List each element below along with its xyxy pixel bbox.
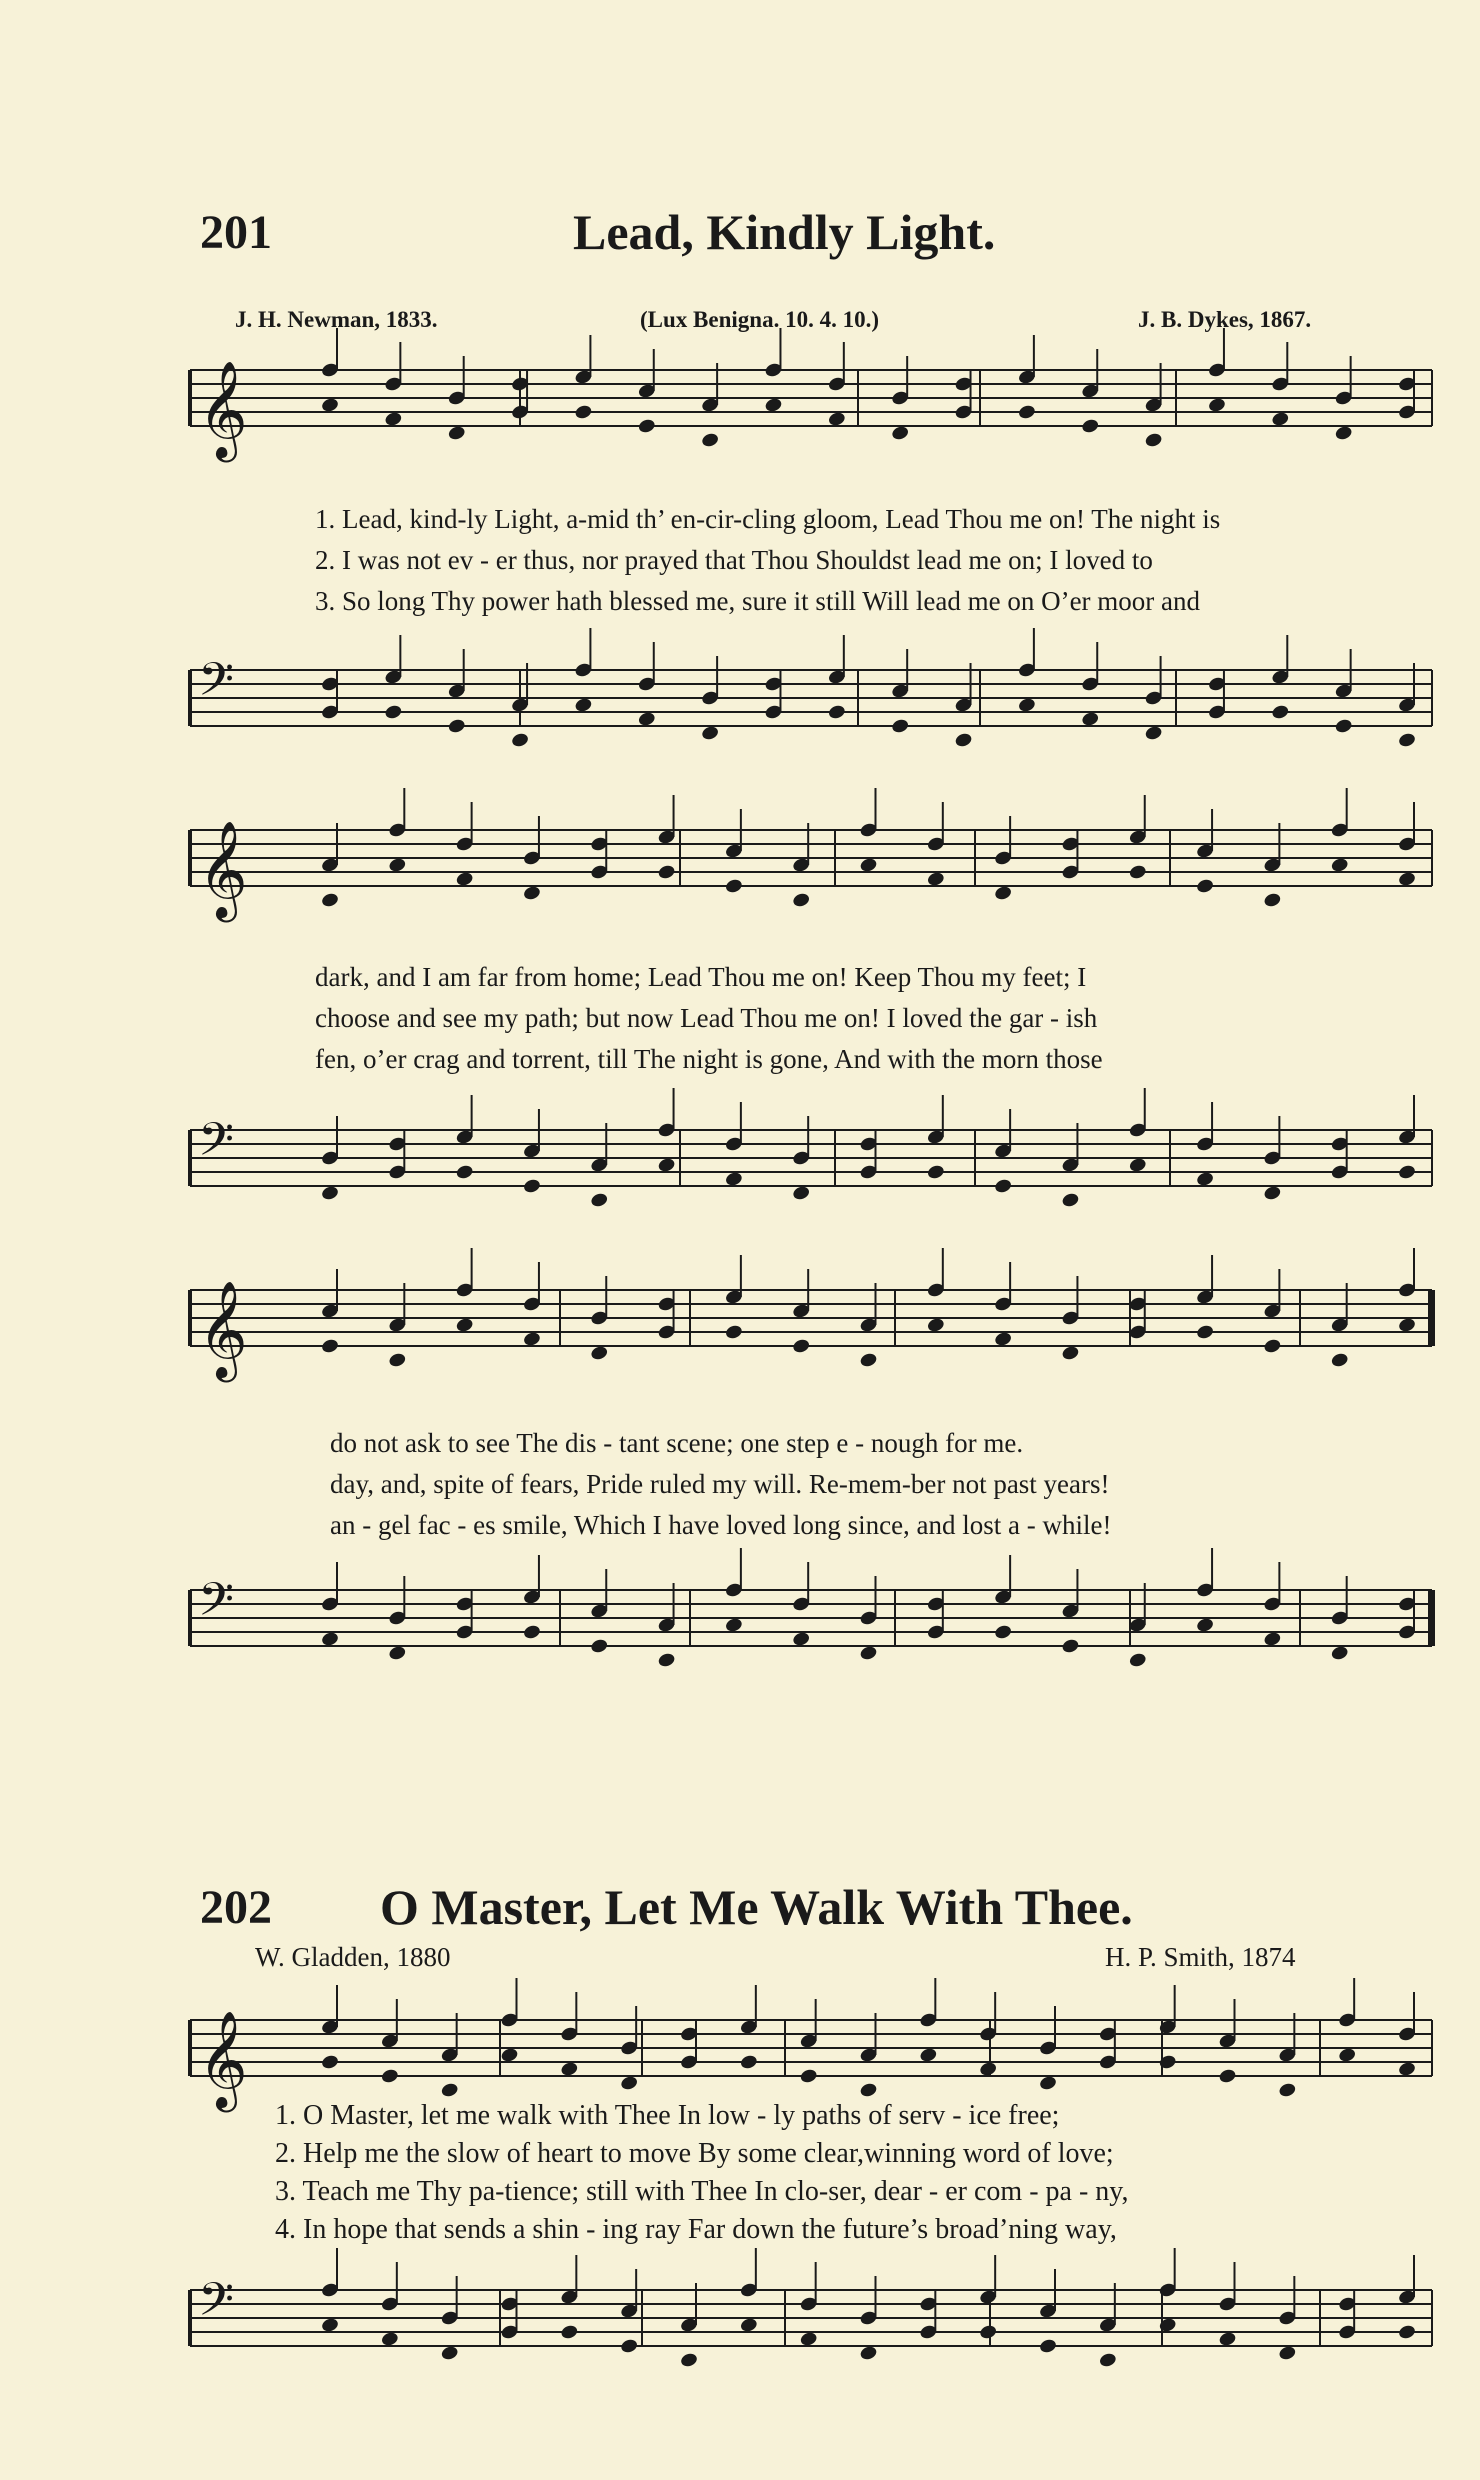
note-head bbox=[637, 418, 656, 435]
hymn-201-title: Lead, Kindly Light. bbox=[573, 204, 996, 260]
note-head bbox=[1158, 2317, 1177, 2334]
note-head bbox=[455, 1164, 474, 1181]
note-head bbox=[891, 718, 910, 735]
treble-clef-icon: 𝄞 bbox=[198, 1280, 248, 1378]
note-head bbox=[320, 397, 339, 414]
note-head bbox=[320, 892, 339, 909]
note-head bbox=[590, 1192, 609, 1209]
note-head bbox=[1263, 1338, 1282, 1355]
note-head bbox=[1263, 892, 1282, 909]
note-head bbox=[1017, 697, 1036, 714]
note-head bbox=[560, 2061, 579, 2078]
hymn-201-tune-name: (Lux Benigna. 10. 4. 10.) bbox=[640, 307, 879, 332]
note-head bbox=[926, 871, 945, 888]
note-head bbox=[827, 704, 846, 721]
note-head bbox=[792, 892, 811, 909]
lyric-line: 3. Teach me Thy pa-tience; still with Thee In clo-ser, dear - er com - pa - ny, bbox=[275, 2176, 1129, 2207]
lyric-line: fen, o’er crag and torrent, till The night is gone, And with the morn those bbox=[315, 1044, 1103, 1074]
final-bar bbox=[1428, 1590, 1435, 1646]
note-head bbox=[792, 1631, 811, 1648]
note-head bbox=[440, 2082, 459, 2099]
note-head bbox=[979, 2324, 998, 2341]
note-head bbox=[1397, 732, 1416, 749]
lyric-line: 3. So long Thy power hath blessed me, sure it still Will lead me on O’er moor and bbox=[315, 586, 1201, 616]
note-head bbox=[994, 1624, 1013, 1641]
note-head bbox=[1330, 1645, 1349, 1662]
lyric-line: day, and, spite of fears, Pride ruled my will. Re-mem-ber not past years! bbox=[330, 1469, 1110, 1499]
note-head bbox=[384, 411, 403, 428]
note-head bbox=[1397, 2324, 1416, 2341]
note-head bbox=[1278, 2082, 1297, 2099]
note-head bbox=[739, 2054, 758, 2071]
note-head bbox=[384, 704, 403, 721]
note-head bbox=[792, 1338, 811, 1355]
note-head bbox=[1158, 2054, 1177, 2071]
note-head bbox=[1128, 1157, 1147, 1174]
note-head bbox=[724, 878, 743, 895]
note-head bbox=[1330, 1352, 1349, 1369]
note-head bbox=[455, 1317, 474, 1334]
note-head bbox=[679, 2352, 698, 2369]
note-head bbox=[455, 871, 474, 888]
note-head bbox=[701, 725, 720, 742]
hymn-201-number: 201 bbox=[200, 206, 272, 259]
treble-clef-icon: 𝄞 bbox=[198, 360, 248, 458]
note-head bbox=[500, 2047, 519, 2064]
note-head bbox=[657, 864, 676, 881]
note-head bbox=[510, 732, 529, 749]
note-head bbox=[574, 404, 593, 421]
note-head bbox=[590, 1638, 609, 1655]
note-head bbox=[1218, 2068, 1237, 2085]
bass-clef-icon: 𝄢 bbox=[198, 1573, 235, 1638]
note-head bbox=[522, 1331, 541, 1348]
note-head bbox=[1098, 2352, 1117, 2369]
note-head bbox=[574, 697, 593, 714]
bass-clef-icon: 𝄢 bbox=[198, 2273, 235, 2338]
treble-clef-icon: 𝄞 bbox=[198, 2010, 248, 2108]
note-head bbox=[1263, 1185, 1282, 1202]
lyric-line: 2. Help me the slow of heart to move By some clear,winning word of love; bbox=[275, 2138, 1114, 2169]
lyric-line: 2. I was not ev - er thus, nor prayed that Thou Shouldst lead me on; I loved to bbox=[315, 545, 1153, 575]
note-head bbox=[522, 1624, 541, 1641]
note-head bbox=[954, 732, 973, 749]
note-head bbox=[380, 2068, 399, 2085]
note-head bbox=[590, 1345, 609, 1362]
note-head bbox=[320, 1338, 339, 1355]
note-head bbox=[320, 1631, 339, 1648]
note-head bbox=[724, 1617, 743, 1634]
note-head bbox=[447, 425, 466, 442]
note-head bbox=[620, 2075, 639, 2092]
note-head bbox=[1128, 864, 1147, 881]
lyric-line: do not ask to see The dis - tant scene; one step e - nough for me. bbox=[330, 1428, 1024, 1458]
note-head bbox=[1397, 871, 1416, 888]
note-head bbox=[799, 2068, 818, 2085]
note-head bbox=[637, 711, 656, 728]
note-head bbox=[1081, 711, 1100, 728]
note-head bbox=[701, 432, 720, 449]
note-head bbox=[522, 1178, 541, 1195]
note-head bbox=[657, 1157, 676, 1174]
note-head bbox=[560, 2324, 579, 2341]
note-head bbox=[1397, 1164, 1416, 1181]
lyric-line: 1. Lead, kind-ly Light, a-mid th’ en-cir-cling gloom, Lead Thou me on! The night is bbox=[315, 504, 1221, 534]
hymn-201-music-credit: J. B. Dykes, 1867. bbox=[1138, 307, 1312, 332]
note-head bbox=[1061, 1192, 1080, 1209]
note-head bbox=[724, 1171, 743, 1188]
note-head bbox=[1195, 1324, 1214, 1341]
note-head bbox=[792, 1185, 811, 1202]
note-head bbox=[926, 1317, 945, 1334]
note-head bbox=[1195, 878, 1214, 895]
note-head bbox=[388, 1352, 407, 1369]
note-head bbox=[388, 857, 407, 874]
note-head bbox=[994, 1178, 1013, 1195]
note-head bbox=[1397, 1317, 1416, 1334]
note-head bbox=[1038, 2338, 1057, 2355]
note-head bbox=[1081, 418, 1100, 435]
note-head bbox=[1038, 2075, 1057, 2092]
lyric-line: 4. In hope that sends a shin - ing ray Far down the future’s broad’ning way, bbox=[275, 2214, 1117, 2245]
note-head bbox=[522, 885, 541, 902]
note-head bbox=[859, 1352, 878, 1369]
note-head bbox=[657, 1652, 676, 1669]
note-head bbox=[1338, 2047, 1357, 2064]
note-head bbox=[1144, 432, 1163, 449]
note-head bbox=[388, 1645, 407, 1662]
note-head bbox=[440, 2345, 459, 2362]
note-head bbox=[447, 718, 466, 735]
note-head bbox=[919, 2047, 938, 2064]
note-head bbox=[1207, 397, 1226, 414]
final-bar bbox=[1428, 1290, 1435, 1346]
lyric-line: dark, and I am far from home; Lead Thou me on! Keep Thou my feet; I bbox=[315, 962, 1087, 992]
note-head bbox=[320, 2054, 339, 2071]
note-head bbox=[1334, 718, 1353, 735]
note-head bbox=[380, 2331, 399, 2348]
note-head bbox=[979, 2061, 998, 2078]
note-head bbox=[764, 397, 783, 414]
hymn-202-words-credit: W. Gladden, 1880 bbox=[255, 1942, 451, 1972]
lyric-line: choose and see my path; but now Lead Thou me on! I loved the gar - ish bbox=[315, 1003, 1098, 1033]
note-head bbox=[1061, 1638, 1080, 1655]
note-head bbox=[1334, 425, 1353, 442]
bass-clef-icon: 𝄢 bbox=[198, 1113, 235, 1178]
note-head bbox=[320, 1185, 339, 1202]
note-head bbox=[620, 2338, 639, 2355]
note-head bbox=[827, 411, 846, 428]
note-head bbox=[926, 1164, 945, 1181]
note-head bbox=[859, 1645, 878, 1662]
note-head bbox=[799, 2331, 818, 2348]
note-head bbox=[994, 1331, 1013, 1348]
note-head bbox=[1061, 1345, 1080, 1362]
lyric-line: 1. O Master, let me walk with Thee In low - ly paths of serv - ice free; bbox=[275, 2100, 1060, 2131]
note-head bbox=[1017, 404, 1036, 421]
treble-clef-icon: 𝄞 bbox=[198, 820, 248, 918]
note-head bbox=[994, 885, 1013, 902]
note-head bbox=[859, 2345, 878, 2362]
note-head bbox=[1144, 725, 1163, 742]
hymn-202-title: O Master, Let Me Walk With Thee. bbox=[380, 1879, 1133, 1935]
note-head bbox=[891, 425, 910, 442]
hymn-202-number: 202 bbox=[200, 1881, 272, 1934]
note-head bbox=[1278, 2345, 1297, 2362]
hymn-201-words-credit: J. H. Newman, 1833. bbox=[235, 307, 438, 332]
bass-clef-icon: 𝄢 bbox=[198, 653, 235, 718]
note-head bbox=[1397, 2061, 1416, 2078]
note-head bbox=[1218, 2331, 1237, 2348]
lyric-line: an - gel fac - es smile, Which I have loved long since, and lost a - while! bbox=[330, 1510, 1112, 1540]
note-head bbox=[320, 2317, 339, 2334]
note-head bbox=[859, 2082, 878, 2099]
note-head bbox=[1263, 1631, 1282, 1648]
hymn-202-music-credit: H. P. Smith, 1874 bbox=[1105, 1942, 1296, 1972]
note-head bbox=[859, 857, 878, 874]
note-head bbox=[1195, 1171, 1214, 1188]
note-head bbox=[1271, 411, 1290, 428]
note-head bbox=[1271, 704, 1290, 721]
note-head bbox=[1128, 1652, 1147, 1669]
note-head bbox=[1195, 1617, 1214, 1634]
note-head bbox=[724, 1324, 743, 1341]
note-head bbox=[1330, 857, 1349, 874]
note-head bbox=[739, 2317, 758, 2334]
